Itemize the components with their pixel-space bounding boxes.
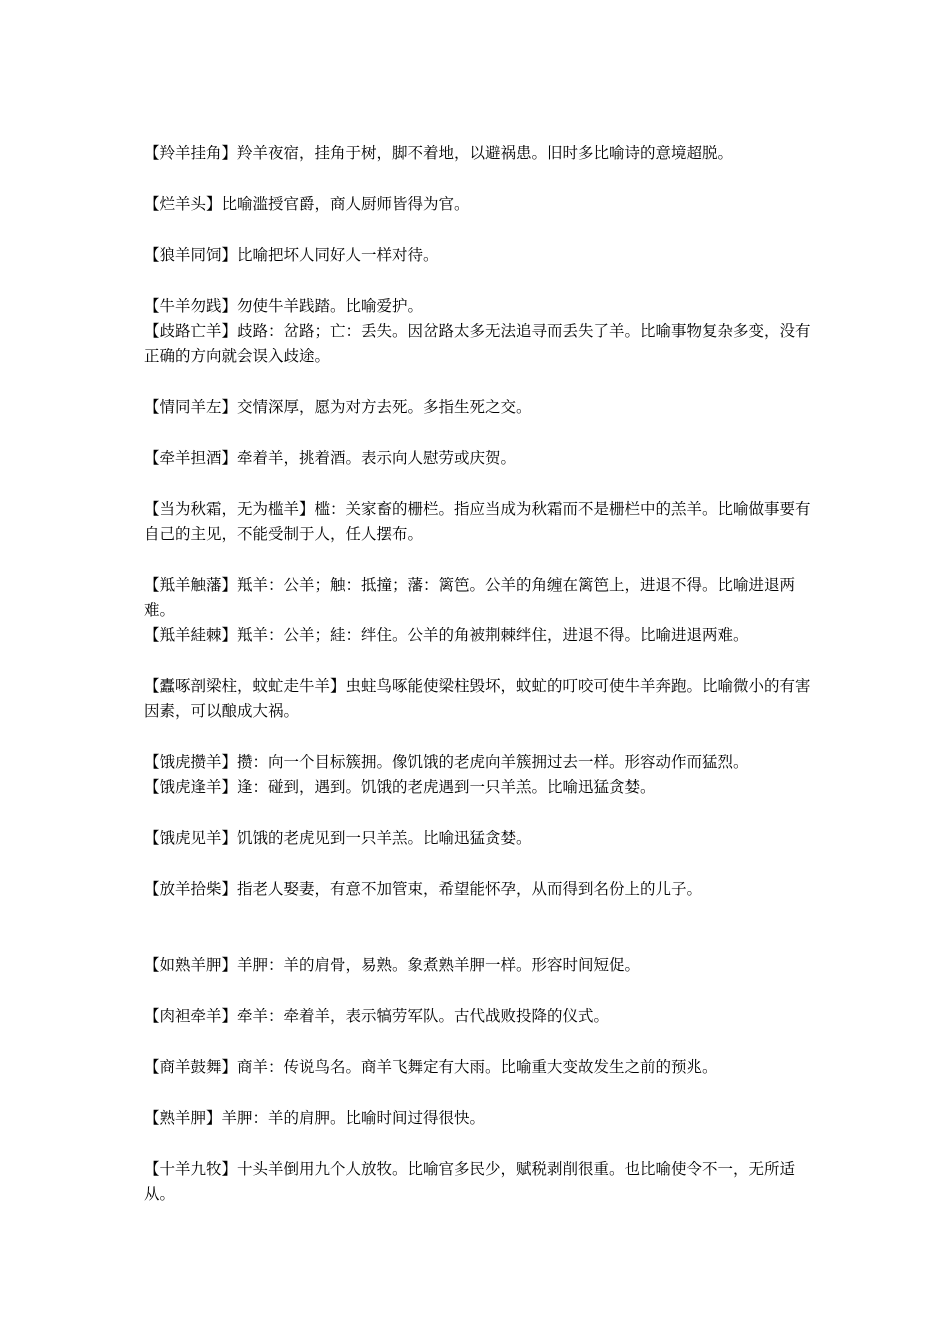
idiom-entry	[144, 141, 812, 166]
idiom-entry	[144, 395, 812, 420]
idiom-term: 【饿虎逢羊】	[144, 778, 238, 796]
idiom-definition: 牵着羊，挑着酒。表示向人慰劳或庆贺。	[237, 449, 517, 467]
idiom-definition: 比喻滥授官爵，商人厨师皆得为官。	[221, 195, 470, 213]
idiom-entry	[144, 319, 812, 369]
idiom-term: 【熟羊胛】	[144, 1109, 222, 1127]
idiom-definition: 羝羊：公羊；触：抵撞；藩：篱笆。公羊的角缠在篱笆上，进退不得。比喻进退两难。	[144, 576, 796, 619]
idiom-definition: 槛：关家畜的栅栏。指应当成为秋霜而不是栅栏中的羔羊。比喻做事要有自己的主见，不能受制于人，任人摆布。	[144, 500, 811, 543]
idiom-entry	[144, 192, 812, 217]
idiom-definition: 逢：碰到，遇到。饥饿的老虎遇到一只羊羔。比喻迅猛贪婪。	[237, 778, 656, 796]
idiom-term: 【饿虎攒羊】	[144, 753, 238, 771]
idiom-list	[144, 141, 812, 1207]
idiom-entry	[144, 674, 812, 724]
idiom-term: 【放羊拾柴】	[144, 880, 238, 898]
idiom-definition: 比喻把坏人同好人一样对待。	[237, 246, 439, 264]
idiom-term: 【歧路亡羊】	[144, 322, 238, 340]
idiom-definition: 攒：向一个目标簇拥。像饥饿的老虎向羊簇拥过去一样。形容动作而猛烈。	[237, 753, 749, 771]
idiom-term: 【牵羊担酒】	[144, 449, 238, 467]
idiom-definition: 虫蛀鸟啄能使梁柱毁坏，蚊虻的叮咬可使牛羊奔跑。比喻微小的有害因素，可以酿成大祸。	[144, 677, 811, 720]
idiom-term: 【羝羊触藩】	[144, 576, 238, 594]
idiom-definition: 商羊：传说鸟名。商羊飞舞定有大雨。比喻重大变故发生之前的预兆。	[237, 1058, 718, 1076]
idiom-term: 【商羊鼓舞】	[144, 1058, 238, 1076]
idiom-definition: 羚羊夜宿，挂角于树，脚不着地，以避祸患。旧时多比喻诗的意境超脱。	[237, 144, 734, 162]
idiom-entry	[144, 1106, 812, 1131]
idiom-definition: 羊胛：羊的肩胛。比喻时间过得很快。	[221, 1109, 486, 1127]
idiom-term: 【十羊九牧】	[144, 1160, 238, 1178]
idiom-definition: 十头羊倒用九个人放牧。比喻官多民少，赋税剥削很重。也比喻使令不一，无所适从。	[144, 1160, 796, 1203]
idiom-entry	[144, 1055, 812, 1080]
idiom-definition: 饥饿的老虎见到一只羊羔。比喻迅猛贪婪。	[237, 829, 532, 847]
idiom-entry	[144, 953, 812, 978]
idiom-term: 【牛羊勿践】	[144, 297, 238, 315]
idiom-definition: 指老人娶妻，有意不加管束，希望能怀孕，从而得到名份上的儿子。	[237, 880, 703, 898]
idiom-entry	[144, 877, 812, 902]
idiom-term: 【情同羊左】	[144, 398, 238, 416]
idiom-entry	[144, 573, 812, 623]
idiom-entry	[144, 243, 812, 268]
idiom-entry	[144, 623, 812, 648]
idiom-term: 【烂羊头】	[144, 195, 222, 213]
idiom-entry	[144, 775, 812, 800]
idiom-term: 【饿虎见羊】	[144, 829, 238, 847]
idiom-definition: 羊胛：羊的肩骨，易熟。象煮熟羊胛一样。形容时间短促。	[237, 956, 641, 974]
idiom-term: 【羝羊絓棘】	[144, 626, 238, 644]
idiom-entry	[144, 446, 812, 471]
idiom-term: 【蠹啄剖梁柱，蚊虻走牛羊】	[144, 677, 346, 695]
idiom-term: 【如熟羊胛】	[144, 956, 238, 974]
idiom-definition: 羝羊：公羊；絓：绊住。公羊的角被荆棘绊住，进退不得。比喻进退两难。	[237, 626, 749, 644]
idiom-entry	[144, 750, 812, 775]
idiom-entry	[144, 294, 812, 319]
idiom-definition: 勿使牛羊践踏。比喻爱护。	[237, 297, 424, 315]
idiom-term: 【狼羊同饲】	[144, 246, 238, 264]
idiom-entry	[144, 497, 812, 547]
idiom-entry	[144, 1004, 812, 1029]
idiom-definition: 歧路：岔路；亡：丢失。因岔路太多无法追寻而丢失了羊。比喻事物复杂多变，没有正确的方向就会误入歧途。	[144, 322, 811, 365]
idiom-term: 【当为秋霜，无为槛羊】	[144, 500, 315, 518]
idiom-definition: 交情深厚，愿为对方去死。多指生死之交。	[237, 398, 532, 416]
idiom-entry	[144, 1157, 812, 1207]
idiom-term: 【羚羊挂角】	[144, 144, 238, 162]
idiom-entry	[144, 826, 812, 851]
idiom-definition: 牵羊：牵着羊，表示犒劳军队。古代战败投降的仪式。	[237, 1007, 610, 1025]
idiom-term: 【肉袒牵羊】	[144, 1007, 238, 1025]
